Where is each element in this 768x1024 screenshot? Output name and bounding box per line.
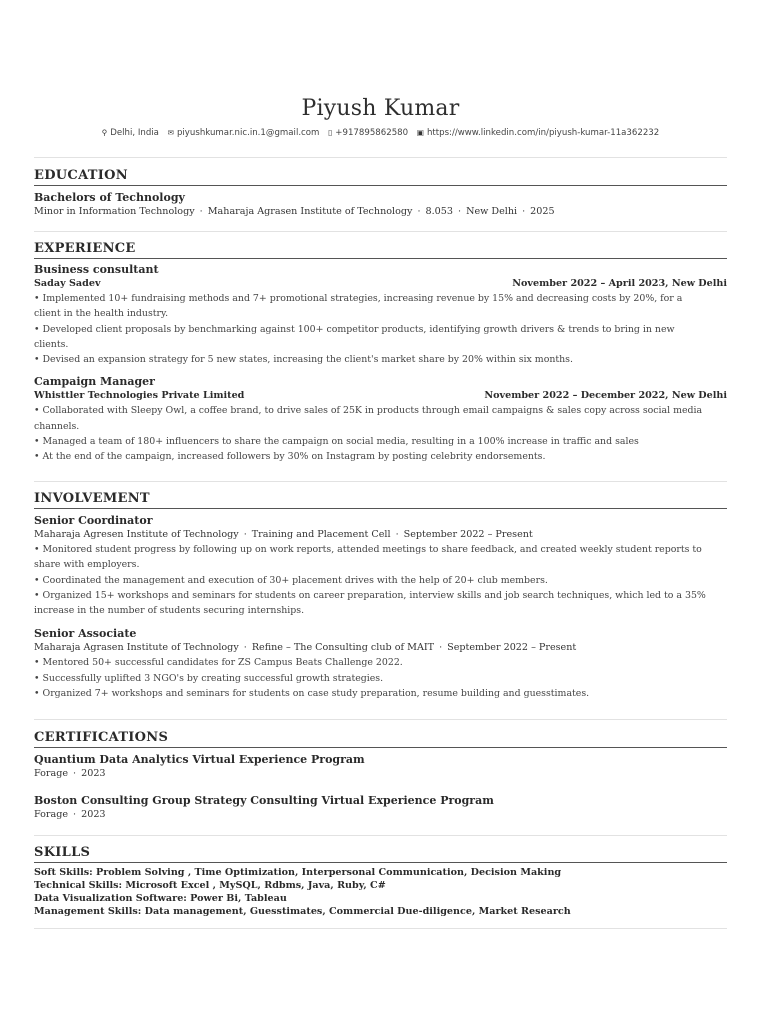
- certification-entry: [34, 793, 727, 822]
- job-bullet: • Implemented 10+ fundraising methods and 7+ promotional strategies, increasing revenue by 15% and decreasing costs by 20%, for a: [34, 293, 683, 304]
- envelope-icon: ✉: [167, 128, 174, 137]
- certification-entry: [34, 752, 727, 781]
- involvement-bullet: • Monitored student progress by following up on work reports, attended meetings to share feedback, and created weekly student reports to: [34, 544, 702, 555]
- job-role: Business consultant: [34, 263, 159, 276]
- skills-list: [34, 866, 727, 918]
- divider: [34, 835, 727, 836]
- job-entry: [34, 374, 727, 464]
- education-meta: Minor in Information Technology · Maharaja Agrasen Institute of Technology · 8.053 · New Delhi · 2025: [34, 206, 555, 217]
- location-pin-icon: ⚲: [101, 128, 108, 137]
- location: ⚲ Delhi, India: [101, 128, 159, 138]
- involvement-bullet: increase in the number of students securing internships.: [34, 605, 305, 617]
- job-company-row: [34, 389, 727, 403]
- skill-line: Technical Skills: Microsoft Excel , MySQL, Rdbms, Java, Ruby, C#: [34, 880, 386, 891]
- skills-section: [34, 845, 727, 918]
- job-bullet: channels.: [34, 420, 80, 432]
- certification-name: Quantium Data Analytics Virtual Experience Program: [34, 753, 365, 766]
- job-company: Saday Sadev: [34, 278, 101, 289]
- phone[interactable]: ▯ +917895862580: [328, 128, 409, 138]
- job-bullet: • Devised an expansion strategy for 5 new states, increasing the client's market share by 20% within six months.: [34, 354, 573, 366]
- contact-line: [34, 128, 727, 138]
- job-entry: [34, 262, 727, 367]
- job-bullet: • Managed a team of 180+ influencers to share the campaign on social media, resulting in a 100% increase in traffic and sales: [34, 436, 639, 448]
- involvement-entry: [34, 626, 727, 701]
- involvement-meta: Maharaja Agrasen Institute of Technology · Refine – The Consulting club of MAIT · September 2022 – Present: [34, 642, 577, 654]
- job-company-row: [34, 277, 727, 291]
- divider: [34, 157, 727, 158]
- involvement-bullet: • Mentored 50+ successful candidates for ZS Campus Beats Challenge 2022.: [34, 657, 403, 669]
- involvement-bullet: • Successfully uplifted 3 NGO's by creating successful growth strategies.: [34, 672, 384, 684]
- section-title: EDUCATION: [34, 168, 727, 186]
- involvement-bullet: share with employers.: [34, 559, 140, 571]
- involvement-role: Senior Coordinator: [34, 514, 153, 527]
- involvement-bullet: • Coordinated the management and execution of 30+ placement drives with the help of 20+ club members.: [34, 574, 548, 586]
- job-bullet: clients.: [34, 338, 69, 350]
- job-bullet: client in the health industry.: [34, 308, 169, 320]
- skill-line: Management Skills: Data management, Guesstimates, Commercial Due-diligence, Market Research: [34, 906, 571, 917]
- linkedin[interactable]: ▣ https://www.linkedin.com/in/piyush-kumar-11a362232: [416, 128, 660, 138]
- section-title: SKILLS: [34, 845, 727, 863]
- job-dates: November 2022 – December 2022, New Delhi: [484, 390, 727, 402]
- education-section: [34, 168, 727, 219]
- experience-section: [34, 241, 727, 465]
- job-bullet: • At the end of the campaign, increased followers by 30% on Instagram by posting celebrity endorsements.: [34, 451, 546, 463]
- involvement-entry: [34, 513, 727, 618]
- certification-meta: Forage · 2023: [34, 809, 106, 820]
- job-bullet: • Collaborated with Sleepy Owl, a coffee brand, to drive sales of 25K in products through email campaigns & sales copy across social media: [34, 405, 703, 417]
- job-dates: November 2022 – April 2023, New Delhi: [512, 278, 727, 289]
- skill-line: Data Visualization Software: Power Bi, Tableau: [34, 893, 287, 904]
- divider: [34, 719, 727, 720]
- section-title: CERTIFICATIONS: [34, 730, 727, 748]
- involvement-section: [34, 491, 727, 701]
- section-title: EXPERIENCE: [34, 241, 727, 259]
- involvement-bullet: • Organized 7+ workshops and seminars for students on case study preparation, resume building and guesstimates.: [34, 688, 590, 700]
- involvement-role: Senior Associate: [34, 627, 137, 641]
- certification-name: Boston Consulting Group Strategy Consulting Virtual Experience Program: [34, 794, 494, 807]
- linkedin-icon: ▣: [416, 128, 424, 137]
- phone-icon: ▯: [328, 128, 333, 137]
- involvement-bullet: • Organized 15+ workshops and seminars for students on career preparation, interview skills and job search techniques, which led to a 35%: [34, 589, 706, 601]
- skill-line: Soft Skills: Problem Solving , Time Optimization, Interpersonal Communication, Decision Making: [34, 867, 562, 878]
- certification-meta: Forage · 2023: [34, 768, 106, 779]
- certifications-section: [34, 730, 727, 822]
- candidate-name: Piyush Kumar: [301, 96, 460, 121]
- job-bullet: • Developed client proposals by benchmarking against 100+ competitor products, identifying growth drivers & trends to bring in new: [34, 323, 675, 335]
- divider: [34, 481, 727, 482]
- degree: Bachelors of Technology: [34, 191, 185, 204]
- section-title: INVOLVEMENT: [34, 491, 727, 509]
- job-company: Whisttler Technologies Private Limited: [34, 390, 245, 402]
- involvement-meta: Maharaja Agresen Institute of Technology · Training and Placement Cell · September 2022 – Present: [34, 529, 533, 540]
- job-role: Campaign Manager: [34, 375, 155, 389]
- email[interactable]: ✉ piyushkumar.nic.in.1@gmail.com: [167, 128, 320, 138]
- divider: [34, 928, 727, 929]
- divider: [34, 231, 727, 232]
